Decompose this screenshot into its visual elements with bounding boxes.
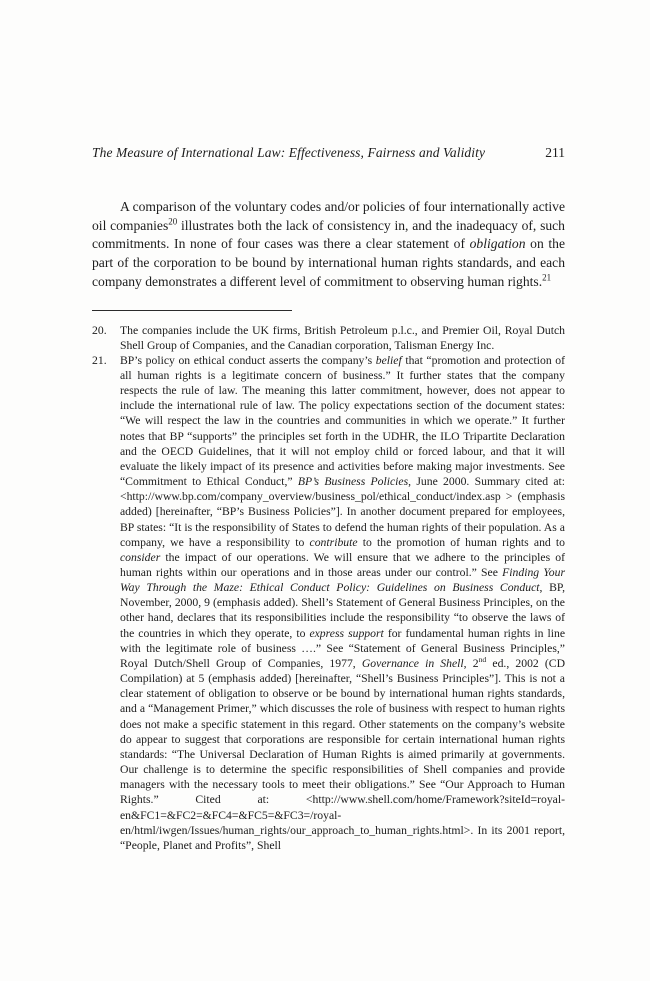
running-head <box>92 145 565 161</box>
footnote-21 <box>92 353 565 853</box>
footnote-20 <box>92 323 565 353</box>
footnote-text: The companies include the UK firms, British Petroleum p.l.c., and Premier Oil, Royal Dutch Shell Group of Companies, and the Canadian corporation, Talisman Energy Inc. <box>120 323 565 352</box>
footnote-number: 20. <box>92 323 107 337</box>
running-head-title: The Measure of International Law: Effectiveness, Fairness and Validity <box>92 145 486 160</box>
footnote-text: BP’s policy on ethical conduct asserts the company’s belief that “promotion and protection of all human rights is a legitimate concern of business.” It further states that the company respects the rule of law. The meaning this latter commitment, however, does not appear to include the international rule of law. The policy expectations section of the document states: “We will respect the law in the countries and communities in which we operate.” It further notes that BP “supports” the principles set forth in the UDHR, the ILO Tripartite Declaration and the OECD Guidelines, that it will not employ child or forced labour, and that it will evaluate the likely impact of its presence and activities before making major investments. See “Commitment to Ethical Conduct,” BP’s Business Policies, June 2000. Summary cited at: <http://www.bp.com/company_overview/business_pol/ethical_conduct/index.asp > (emphasis added) [hereinafter, “BP’s Business Policies”]. In another document prepared for employees, BP states: “It is the responsibility of States to defend the human rights of their population. As a company, we have a responsibility to contribute to the promotion of human rights and to consider the impact of our operations. We will ensure that we adhere to the principles of human rights within our operations and in those areas under our control.” See Finding Your Way Through the Maze: Ethical Conduct Policy: Guidelines on Business Conduct, BP, November, 2000, 9 (emphasis added). Shell’s Statement of General Business Principles, on the other hand, declares that its responsibilities include the responsibility “to observe the laws of the countries in which they operate, to express support for fundamental human rights in line with the legitimate role of business ….” See “Statement of General Business Principles,” Royal Dutch/Shell Group of Companies, 1977, Governance in Shell, 2nd ed., 2002 (CD Compilation) at 5 (emphasis added) [hereinafter, “Shell’s Business Principles”]. This is not a clear statement of obligation to observe or be bound by international human rights standards, and a “Management Primer,” which discusses the role of business with respect to human rights does not make a specific statement in this regard. Other statements on the company’s website do appear to suggest that corporations are responsible for certain international human rights standards: “The Universal Declaration of Human Rights is aimed primarily at governments. Our challenge is to determine the specific responsibilities of Shell companies and provide managers with the necessary tools to meet their obligations.” See “Our Approach to Human Rights.” Cited at: <http://www.shell.com/home/Framework?siteId=royal-en&FC1=&FC2=&FC4=&FC5=&FC3=/royal-en/html/iwgen/Issues/human_rights/our_approach_to_human_rights.html>. In its 2001 report, “People, Planet and Profits”, Shell <box>120 353 566 852</box>
footnote-number: 21. <box>92 353 107 367</box>
body-paragraph: A comparison of the voluntary codes and/or policies of four internationally active oil companies$^{20}$ illustrates both the lack of consistency in, and the inadequacy of, such commitments. In none of four cases was there a clear statement of obligation on the part of the corporation to be bound by international human rights standards, and each company demonstrates a different level of commitment to observing human rights.$^{21}$ <box>92 199 565 289</box>
footnotes-section <box>92 323 565 853</box>
footnote-separator-rule <box>92 310 292 311</box>
page-number: 211 <box>545 145 565 160</box>
